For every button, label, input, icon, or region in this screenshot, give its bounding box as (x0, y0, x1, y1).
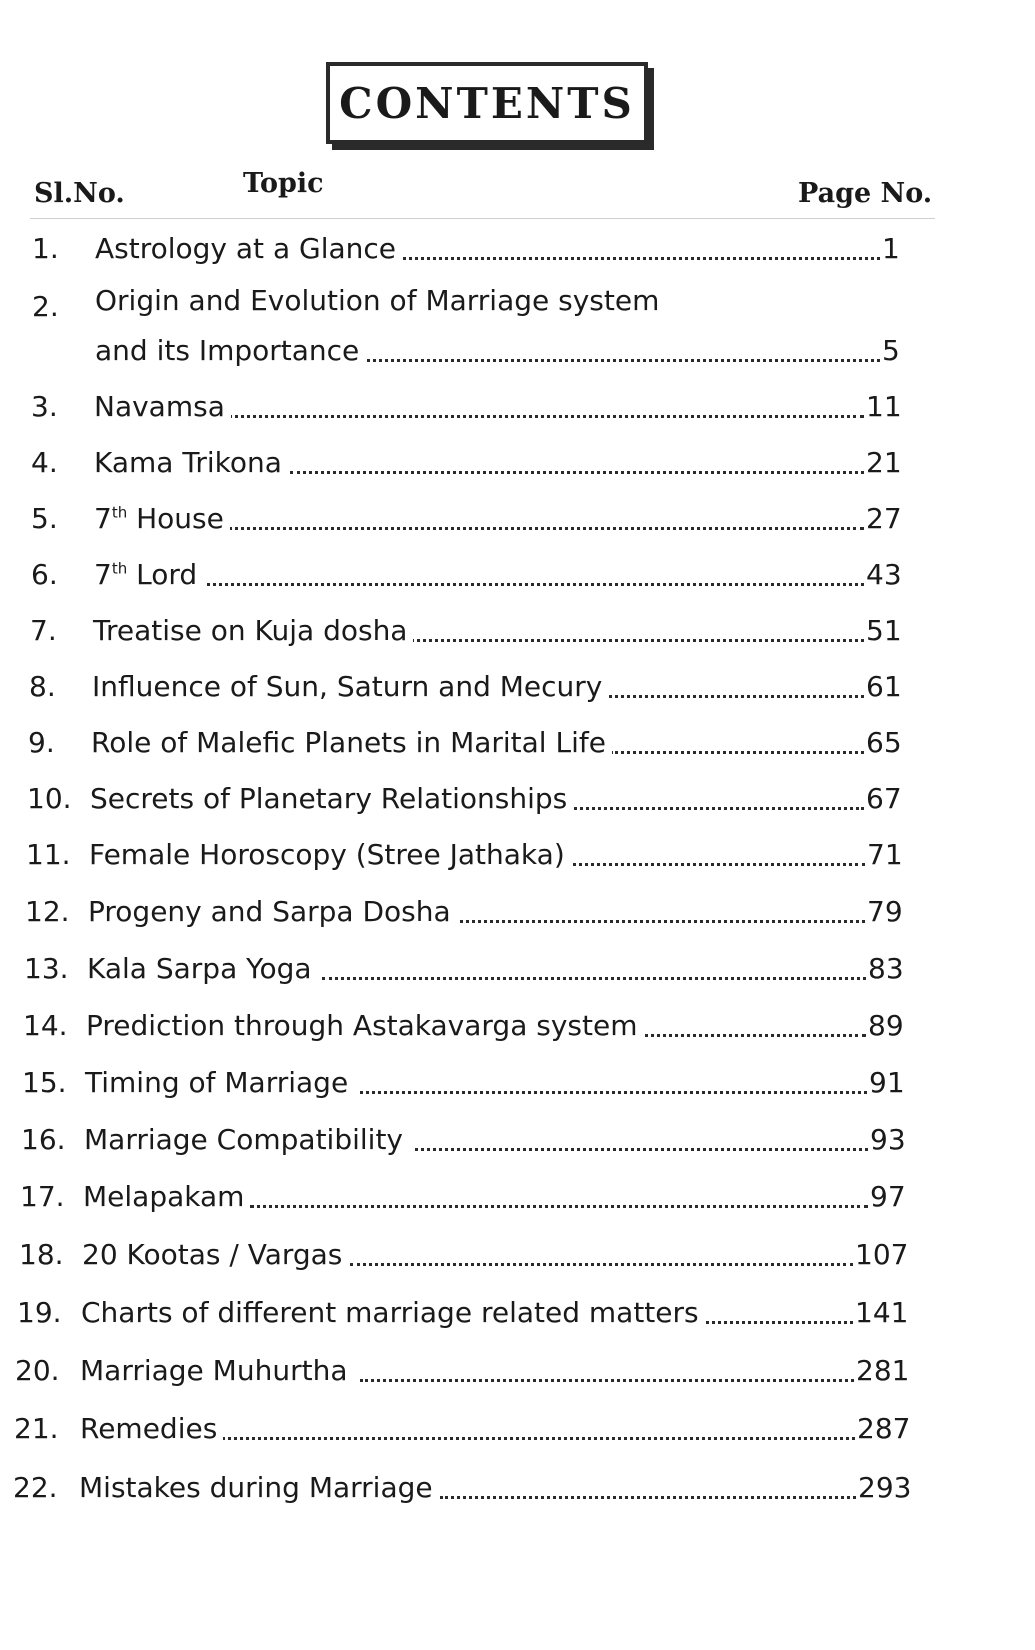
entry-topic: Kala Sarpa Yoga (87, 952, 318, 986)
entry-number: 21. (14, 1412, 59, 1445)
entry-topic: 20 Kootas / Vargas (82, 1238, 348, 1272)
entry-number: 18. (19, 1238, 64, 1271)
entry-topic: Timing of Marriage (85, 1066, 354, 1100)
entry-number: 20. (15, 1354, 60, 1387)
dot-leader (200, 579, 864, 586)
header-slno: Sl.No. (34, 178, 125, 209)
entry-page-number: 5 (882, 334, 900, 367)
entry-topic: Treatise on Kuja dosha (93, 614, 413, 648)
entry-number: 16. (21, 1123, 66, 1156)
entry-number: 8. (29, 670, 56, 703)
contents-entry-22 (0, 1465, 1035, 1505)
ordinal-number: 7 (94, 502, 112, 535)
entry-topic: Navamsa (94, 390, 231, 424)
dot-leader (222, 1433, 855, 1440)
contents-entry-17 (0, 1174, 1035, 1214)
entry-number: 6. (31, 558, 58, 591)
entry-page-number: 71 (867, 838, 903, 871)
dot-leader (380, 253, 880, 260)
entry-topic: House (127, 502, 224, 535)
dot-leader (415, 1144, 868, 1151)
entry-page-number: 43 (866, 558, 902, 591)
entry-number: 10. (27, 782, 72, 815)
entry-number: 9. (28, 726, 55, 759)
dot-leader (350, 1259, 853, 1266)
entry-topic: Kama Trikona (94, 446, 288, 480)
contents-entry-19 (0, 1290, 1035, 1330)
entry-page-number: 51 (866, 614, 902, 647)
contents-entry-2 (0, 284, 1035, 368)
entry-topic: and its Importance (95, 334, 365, 368)
entry-page-number: 141 (855, 1296, 909, 1329)
entry-number: 11. (26, 838, 71, 871)
entry-number: 4. (31, 446, 58, 479)
dot-leader (695, 1317, 853, 1324)
dot-leader (250, 1201, 868, 1208)
dot-leader (350, 355, 880, 362)
entry-page-number: 287 (857, 1412, 911, 1445)
entry-topic: Prediction through Astakavarga system (86, 1009, 643, 1043)
entry-topic: Mistakes during Marriage (79, 1471, 439, 1505)
entry-page-number: 293 (858, 1471, 912, 1504)
entry-topic: Secrets of Planetary Relationships (90, 782, 573, 816)
entry-page-number: 93 (870, 1123, 906, 1156)
entry-number: 5. (31, 502, 58, 535)
contents-entry-1 (0, 226, 1035, 266)
dot-leader (360, 1375, 854, 1382)
dot-leader (322, 973, 866, 980)
entry-number: 22. (13, 1471, 58, 1504)
contents-entry-13 (0, 946, 1035, 986)
entry-topic: Charts of different marriage related matters (81, 1296, 705, 1330)
title-box (326, 62, 648, 144)
entry-topic: Influence of Sun, Saturn and Mecury (92, 670, 608, 704)
dot-leader (360, 1087, 867, 1094)
entry-topic: Lord (127, 558, 198, 591)
contents-entry-6 (0, 552, 1035, 592)
contents-entry-15 (0, 1060, 1035, 1100)
entry-number: 15. (22, 1066, 67, 1099)
entry-page-number: 91 (869, 1066, 905, 1099)
entry-page-number: 79 (867, 895, 903, 928)
entry-page-number: 65 (866, 726, 902, 759)
contents-entry-12 (0, 889, 1035, 929)
contents-entry-18 (0, 1232, 1035, 1272)
contents-entry-8 (0, 664, 1035, 704)
contents-entry-9 (0, 720, 1035, 760)
entry-page-number: 83 (868, 952, 904, 985)
entry-topic: Astrology at a Glance (95, 232, 402, 266)
contents-entry-4 (0, 440, 1035, 480)
dot-leader (290, 467, 864, 474)
contents-entry-10 (0, 776, 1035, 816)
entry-page-number: 67 (866, 782, 902, 815)
ordinal-number: 7 (94, 558, 112, 591)
page-title: CONTENTS (339, 78, 635, 128)
dot-leader (610, 747, 864, 754)
dot-leader (400, 635, 864, 642)
dot-leader (545, 803, 864, 810)
entry-number: 17. (20, 1180, 65, 1213)
contents-entry-16 (0, 1117, 1035, 1157)
entry-number: 13. (24, 952, 69, 985)
contents-entry-3 (0, 384, 1035, 424)
contents-entry-14 (0, 1003, 1035, 1043)
dot-leader (228, 411, 864, 418)
contents-entry-21 (0, 1406, 1035, 1446)
dot-leader (440, 1492, 856, 1499)
entry-topic: Melapakam (83, 1180, 250, 1214)
entry-page-number: 27 (866, 502, 902, 535)
entry-page-number: 89 (868, 1009, 904, 1042)
contents-entry-5 (0, 496, 1035, 536)
entry-number: 3. (31, 390, 58, 423)
entry-number: 7. (30, 614, 57, 647)
ordinal-suffix: th (111, 503, 128, 522)
entry-number: 19. (17, 1296, 62, 1329)
entry-topic: Remedies (80, 1412, 223, 1446)
ordinal-suffix: th (111, 559, 128, 578)
contents-entry-11 (0, 832, 1035, 872)
dot-leader (228, 523, 864, 530)
dot-leader (590, 691, 864, 698)
entry-number: 1. (32, 232, 59, 265)
entry-page-number: 1 (882, 232, 900, 265)
entry-page-number: 107 (855, 1238, 909, 1271)
header-topic: Topic (243, 168, 324, 199)
entry-page-number: 11 (866, 390, 902, 423)
header-page-no: Page No. (798, 178, 933, 209)
contents-entry-20 (0, 1348, 1035, 1388)
entry-topic: Progeny and Sarpa Dosha (88, 895, 457, 929)
entry-number: 12. (25, 895, 70, 928)
entry-number: 2. (32, 290, 59, 323)
entry-topic: Role of Malefic Planets in Marital Life (91, 726, 612, 760)
entry-number: 14. (23, 1009, 68, 1042)
header-divider (30, 218, 935, 219)
entry-topic: Marriage Muhurtha (80, 1354, 353, 1388)
entry-topic-wrap (94, 502, 230, 536)
entry-page-number: 21 (866, 446, 902, 479)
entry-page-number: 281 (856, 1354, 910, 1387)
entry-page-number: 97 (870, 1180, 906, 1213)
dot-leader (460, 916, 865, 923)
contents-entry-7 (0, 608, 1035, 648)
entry-topic: Female Horoscopy (Stree Jathaka) (89, 838, 571, 872)
dot-leader (620, 1030, 866, 1037)
entry-topic: Marriage Compatibility (84, 1123, 409, 1157)
dot-leader (560, 859, 865, 866)
entry-topic-line1: Origin and Evolution of Marriage system (95, 284, 660, 317)
entry-page-number: 61 (866, 670, 902, 703)
entry-topic-wrap (94, 558, 203, 592)
